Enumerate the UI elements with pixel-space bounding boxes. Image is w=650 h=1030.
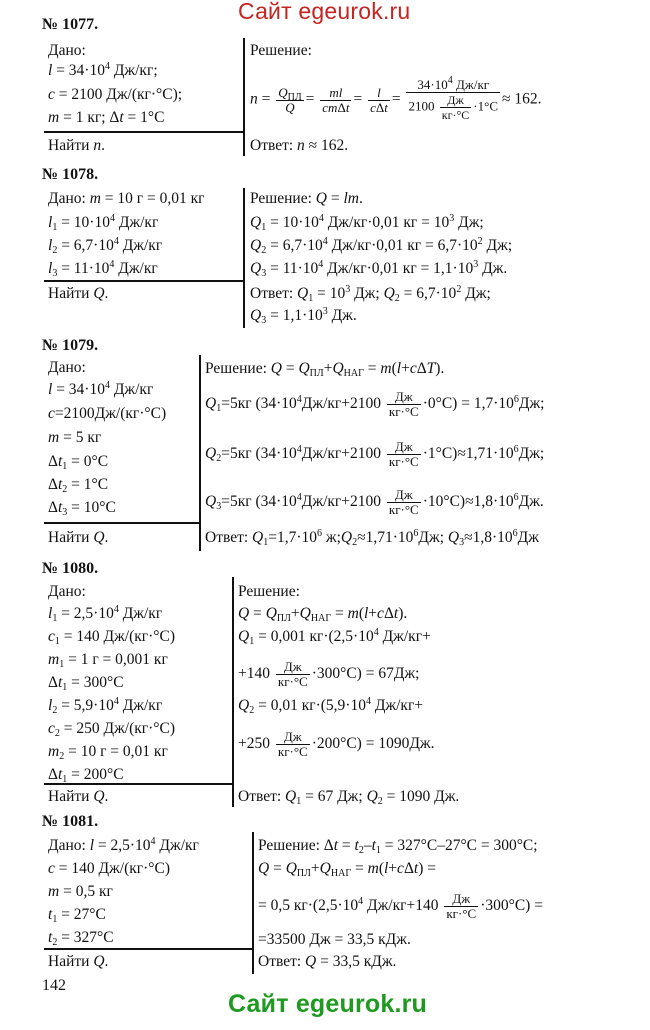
solution-line: +140 Дж кг·°С ·300°С) = 67Дж;: [238, 659, 420, 689]
given-line: $m_1 = 1$ г = 0,001 кг: [48, 651, 168, 670]
find-label: Найти Q.: [48, 529, 109, 546]
solution-line: $Q_1=5кг$ ($34\cdot 10^4Дж/кг+2100$ Дж кг·°С $\cdot 0^\circ С) = 1,7\cdot 10^6Дж$;: [205, 389, 545, 419]
solution-line: $Q_2 = 6,7\cdot 10^4$ Дж/кг·0,01 кг = $6,7\cdot 10^2$ Дж;: [250, 236, 513, 256]
divider: [252, 832, 254, 974]
watermark-bottom: Сайт egeurok.ru: [228, 990, 428, 1018]
solution-line: $Q_1 = 0,001$ $кг\cdot(2,5\cdot 10^4$ Дж/кг+: [238, 627, 431, 647]
solution-line: = 0,5 $кг\cdot(2,5\cdot 10^4$ Дж/кг+140 Дж кг·°С ·300°С) =: [258, 891, 543, 921]
given-line: $l_2 = 5,9\cdot 10^4$ Дж/кг: [48, 696, 163, 716]
answer: $Q_3 = 1,1\cdot 10^3$ Дж.: [250, 306, 357, 326]
problem-number: № 1080.: [42, 560, 99, 577]
divider: [44, 948, 252, 950]
find-label: Найти Q.: [48, 953, 109, 970]
solution-line: +250 Дж кг·°С ·200°С) = 1090Дж.: [238, 729, 435, 759]
page-number: 142: [42, 977, 66, 994]
given-label: Дано:: [48, 359, 86, 376]
given-line: m = 1 кг; Δt = 1°С: [48, 109, 165, 126]
given-line: $c_1 = 140$ Дж/(кг·°С): [48, 628, 176, 647]
problem-number: № 1077.: [42, 16, 99, 33]
watermark-top: Сайт egeurok.ru: [238, 0, 411, 24]
solution-line: $Q = Q_{ПЛ}+Q_{НАГ} = m(l+c\Delta t)$ =: [258, 860, 436, 879]
divider: [232, 577, 234, 807]
given-line: $c_2 = 250$ Дж/(кг·°С): [48, 720, 176, 739]
given-line: $l_3 = 11\cdot 10^4$ Дж/кг: [48, 259, 158, 279]
given-line: $l = 34\cdot 10^4$ Дж/кг: [48, 380, 154, 398]
solution-line: $Q_2=5кг$ ($34\cdot 10^4Дж/кг+2100$ Дж кг·°С $\cdot 1^\circ С)\approx 1,71\cdot 10^6Дж$;: [205, 439, 545, 469]
given-line: $l_1 = 10\cdot 10^4$ Дж/кг: [48, 213, 159, 233]
given-line: $\Delta t_2 = 1^\circ С$: [48, 476, 109, 495]
divider: [243, 188, 245, 328]
divider: [44, 783, 232, 785]
given-line: $l = 34\cdot 10^4$ Дж/кг;: [48, 61, 158, 79]
given-line: $l_2 = 6,7\cdot 10^4$ Дж/кг: [48, 236, 163, 256]
solution-line: $Q_3 = 11\cdot 10^4$ Дж/кг·0,01 кг = $1,1\cdot 10^3$ Дж.: [250, 259, 508, 279]
given-line: $t_1 = 27^\circ С$: [48, 906, 106, 925]
find-label: Найти Q.: [48, 788, 109, 805]
solution-line: $Q_1 = 10\cdot 10^4$ Дж/кг·0,01 кг = $10^3$ Дж;: [250, 213, 484, 233]
given-line: c = 140 Дж/(кг·°С): [48, 860, 171, 877]
find-label: Найти n.: [48, 137, 105, 154]
given-line: $l_1 = 2,5\cdot 10^4$ Дж/кг: [48, 604, 163, 624]
given-line: $\Delta t_1 = 0^\circ С$: [48, 453, 109, 472]
given-line: $m_2 = 10$ г = 0,01 кг: [48, 743, 168, 762]
given-line: c=2100Дж/(кг·°С): [48, 405, 167, 422]
solution-line: $Q_3=5кг$ ($34\cdot 10^4Дж/кг+2100$ Дж кг·°С $\cdot 10^\circ С)\approx 1,8\cdot 10^6Дж$.: [205, 487, 544, 517]
given-line: $\Delta t_1 = 300^\circ С$: [48, 674, 124, 693]
problem-number: № 1078.: [42, 166, 99, 183]
given-line: $\Delta t_3 = 10^\circ С$: [48, 499, 116, 518]
given-line: Дано: $l = 2,5\cdot 10^4$ Дж/кг: [48, 836, 199, 854]
solution-line: =33500 Дж = 33,5 кДж.: [258, 931, 411, 948]
answer: Ответ: Q = 33,5 кДж.: [258, 953, 397, 970]
given-line: m = 0,5 кг: [48, 883, 113, 900]
solution-formula: n = $Q_{ПЛ}$ Q = ml cmΔt = l cΔt = $34\cdot 10^4$ Дж/кг 2100 Дж кг·°С ·1°С ≈ 162.: [250, 75, 542, 122]
given-line: $\Delta t_1 = 200^\circ С$: [48, 766, 124, 785]
problem-number: № 1079.: [42, 337, 99, 354]
solution-line: Решение: $Q = Q_{ПЛ}+Q_{НАГ} = m(l+c\Delta T)$.: [205, 360, 445, 379]
given-line: Дано: m = 10 г = 0,01 кг: [48, 190, 205, 207]
find-label: Найти Q.: [48, 285, 109, 302]
solution-line: $Q = Q_{ПЛ}+Q_{НАГ} = m(l+c\Delta t)$.: [238, 605, 408, 624]
divider: [44, 280, 244, 282]
answer: Ответ: n ≈ 162.: [250, 137, 349, 154]
solution-line: Решение: Q = lm.: [250, 190, 363, 207]
solution-line: Решение: $\Delta t = t_2-t_1 = 327^\circ С-27^\circ С = 300^\circ С$;: [258, 837, 538, 856]
given-label: Дано:: [48, 42, 86, 59]
divider: [44, 131, 244, 133]
solution-line: $Q_2 = 0,01$ $кг\cdot(5,9\cdot 10^4$ Дж/кг+: [238, 696, 424, 716]
solution-label: Решение:: [238, 583, 300, 600]
problem-number: № 1081.: [42, 813, 99, 830]
divider: [243, 38, 245, 156]
answer: Ответ: $Q_1 = 67$ Дж; $Q_2 = 1090$ Дж.: [238, 788, 460, 807]
answer: Ответ: $Q_1=1,7\cdot 10^6$ $ж;Q_2\approx 1,71\cdot 10^6Дж$; $Q_3\approx 1,8\cdot 10^6Дж$: [205, 528, 539, 548]
given-label: Дано:: [48, 583, 86, 600]
given-line: m = 5 кг: [48, 429, 102, 446]
divider: [199, 355, 201, 551]
given-line: c = 2100 Дж/(кг·°С);: [48, 86, 183, 103]
divider: [44, 522, 199, 524]
answer: Ответ: $Q_1 = 10^3$ Дж; $Q_2 = 6,7\cdot 10^2$ Дж;: [250, 284, 491, 304]
given-line: $t_2 = 327^\circ С$: [48, 929, 114, 948]
solution-label: Решение:: [250, 42, 312, 59]
